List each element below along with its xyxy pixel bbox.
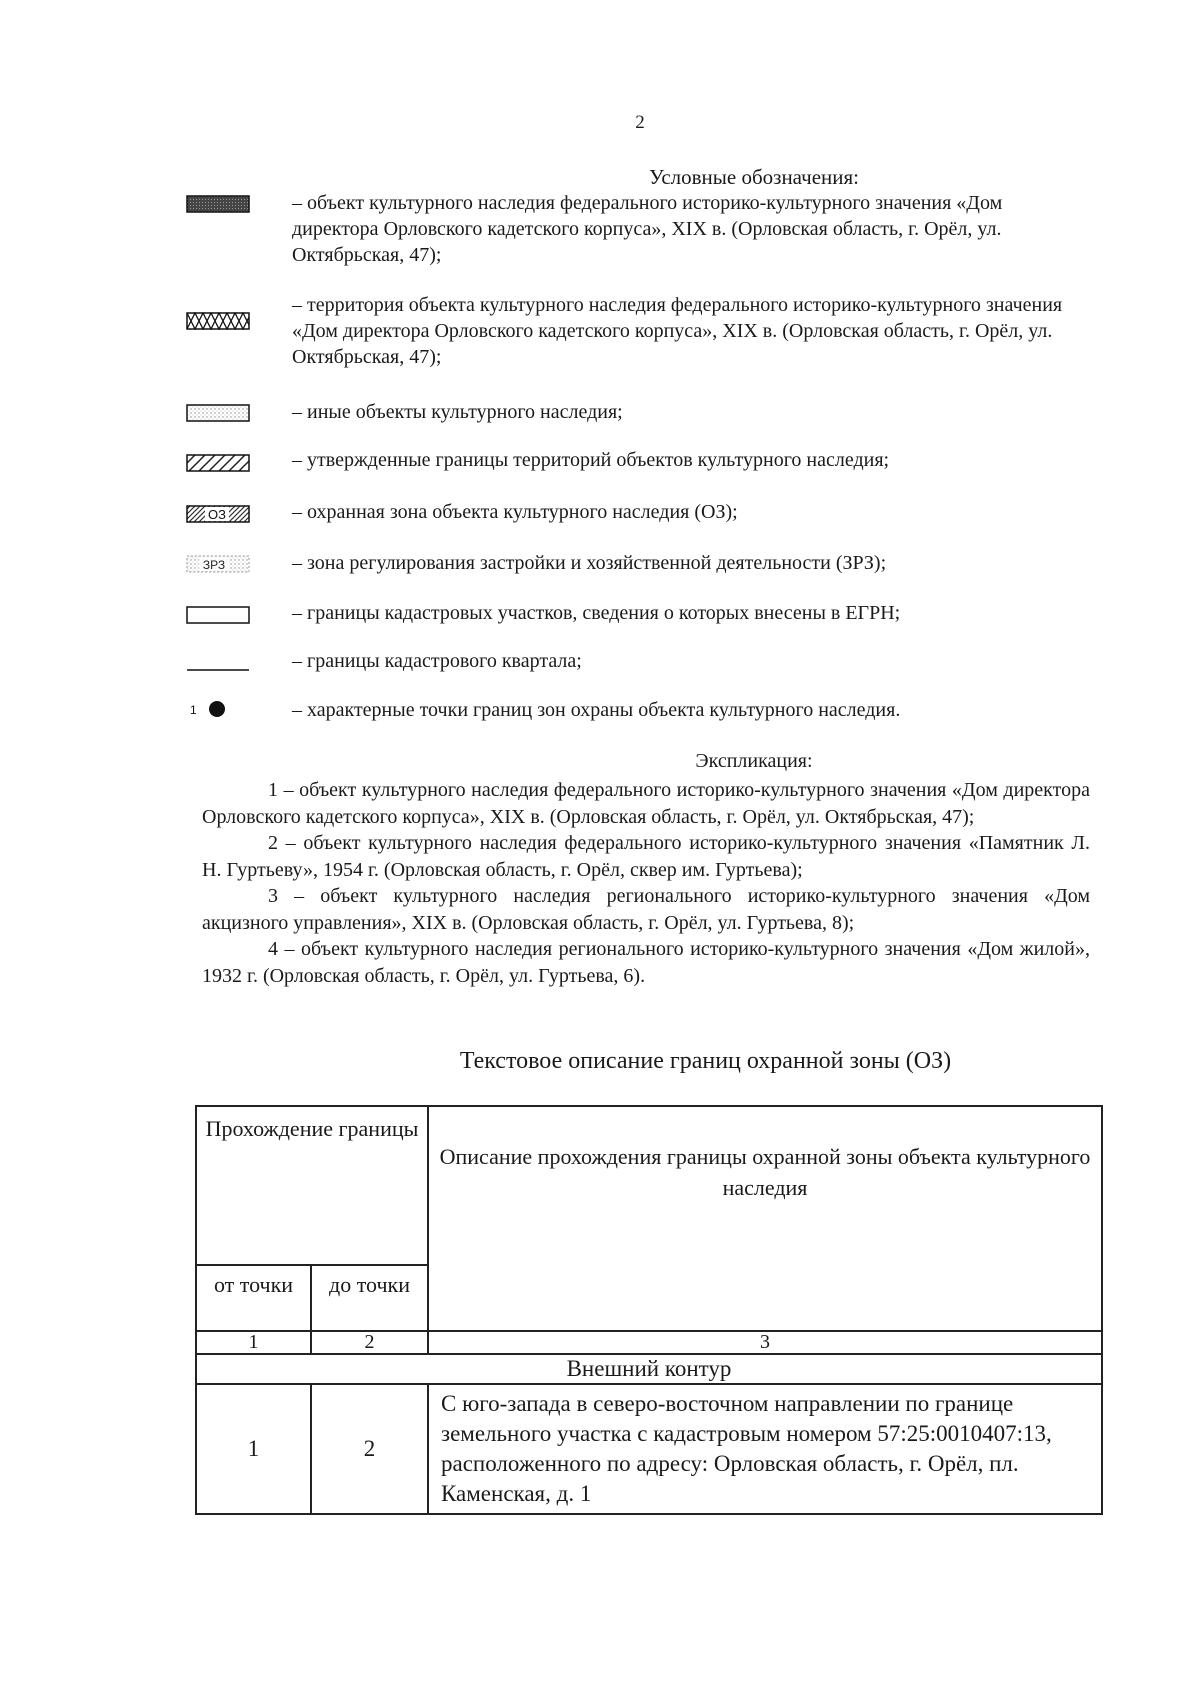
point-symbol-label: 1 — [190, 703, 197, 717]
legend-item-text: – зона регулирования застройки и хозяйственной деятельности (ЗРЗ); — [292, 552, 887, 574]
table-title: Текстовое описание границ охранной зоны (ОЗ) — [459, 1048, 952, 1074]
explication-item: 1 – объект культурного наследия федерального историко-культурного значения «Дом директора Орловского кадетского корпуса», XIX в. (Орловская область, г. Орёл, ул. Октябрьская, 47); — [202, 779, 1090, 828]
oz-symbol-label: ОЗ — [208, 507, 226, 522]
legend-heading: Условные обозначения: — [648, 165, 860, 189]
column-number: 3 — [428, 1331, 1102, 1354]
header-to: до точки — [311, 1265, 428, 1331]
row-description: С юго-запада в северо-восточном направлении по границе земельного участка с кадастровым номером 57:25:0010407:13, расположенного по адресу: Орловская область, г. Орёл, пл. Каменская, д. 1 — [428, 1384, 1102, 1514]
line-symbol-icon — [186, 658, 250, 676]
cross-hatch-symbol-icon — [186, 312, 250, 330]
row-from-point: 1 — [196, 1384, 311, 1514]
explication-list — [202, 777, 1090, 989]
explication-item: 3 – объект культурного наследия регионального историко-культурного значения «Дом акцизного управления», XIX в. (Орловская область, г. Орёл, ул. Гуртьева, 8); — [202, 885, 1090, 934]
legend-item-text: – характерные точки границ зон охраны объекта культурного наследия. — [292, 699, 901, 721]
legend-item-text: – границы кадастрового квартала; — [292, 650, 582, 672]
legend-item-text: – утвержденные границы территорий объектов культурного наследия; — [292, 449, 890, 471]
legend-item-text: – объект культурного наследия федерального историко-культурного значения «Дом директора Орловского кадетского корпуса», XIX в. (Орловская область, г. Орёл, ул. Октябрьская, 47); — [292, 192, 1003, 266]
row-to-point: 2 — [311, 1384, 428, 1514]
legend-item-text: – иные объекты культурного наследия; — [292, 401, 623, 423]
table-row — [196, 1384, 1102, 1514]
table-header-row — [196, 1106, 1102, 1265]
dotted-fill-symbol-icon — [186, 404, 250, 422]
page-number: 2 — [635, 112, 645, 133]
legend-item-text: – границы кадастровых участков, сведения о которых внесены в ЕГРН; — [292, 602, 901, 624]
object-fill-symbol-icon — [186, 195, 250, 213]
column-number: 1 — [196, 1331, 311, 1354]
section-label: Внешний контур — [196, 1354, 1102, 1384]
column-number: 2 — [311, 1331, 428, 1354]
oz-hatch-symbol-icon — [186, 505, 250, 523]
explication-item: 2 – объект культурного наследия федерального историко-культурного значения «Памятник Л. Н. Гуртьеву», 1954 г. (Орловская область, г. Орёл, сквер им. Гуртьева); — [202, 832, 1090, 881]
legend-item-text: – охранная зона объекта культурного наследия (ОЗ); — [292, 501, 738, 523]
header-from: от точки — [196, 1265, 311, 1331]
boundary-table — [195, 1105, 1103, 1515]
section-row — [196, 1354, 1102, 1384]
header-description: Описание прохождения границы охранной зоны объекта культурного наследия — [428, 1106, 1102, 1331]
zrz-dotted-symbol-icon — [186, 555, 250, 573]
column-number-row — [196, 1331, 1102, 1354]
legend-item-text: – территория объекта культурного наследия федерального историко-культурного значения «Дом директора Орловского кадетского корпуса», XIX в. (Орловская область, г. Орёл, ул. Октябрьская, 47); — [292, 294, 1063, 368]
explication-item: 4 – объект культурного наследия регионального историко-культурного значения «Дом жилой», 1932 г. (Орловская область, г. Орёл, ул. Гуртьева, 6). — [202, 938, 1090, 987]
zrz-symbol-label: ЗРЗ — [202, 558, 226, 572]
explication-heading: Экспликация: — [695, 750, 813, 772]
diagonal-hatch-symbol-icon — [186, 454, 250, 472]
empty-rect-symbol-icon — [186, 606, 250, 624]
header-passage: Прохождение границы — [196, 1106, 428, 1265]
point-symbol-icon — [186, 699, 250, 717]
